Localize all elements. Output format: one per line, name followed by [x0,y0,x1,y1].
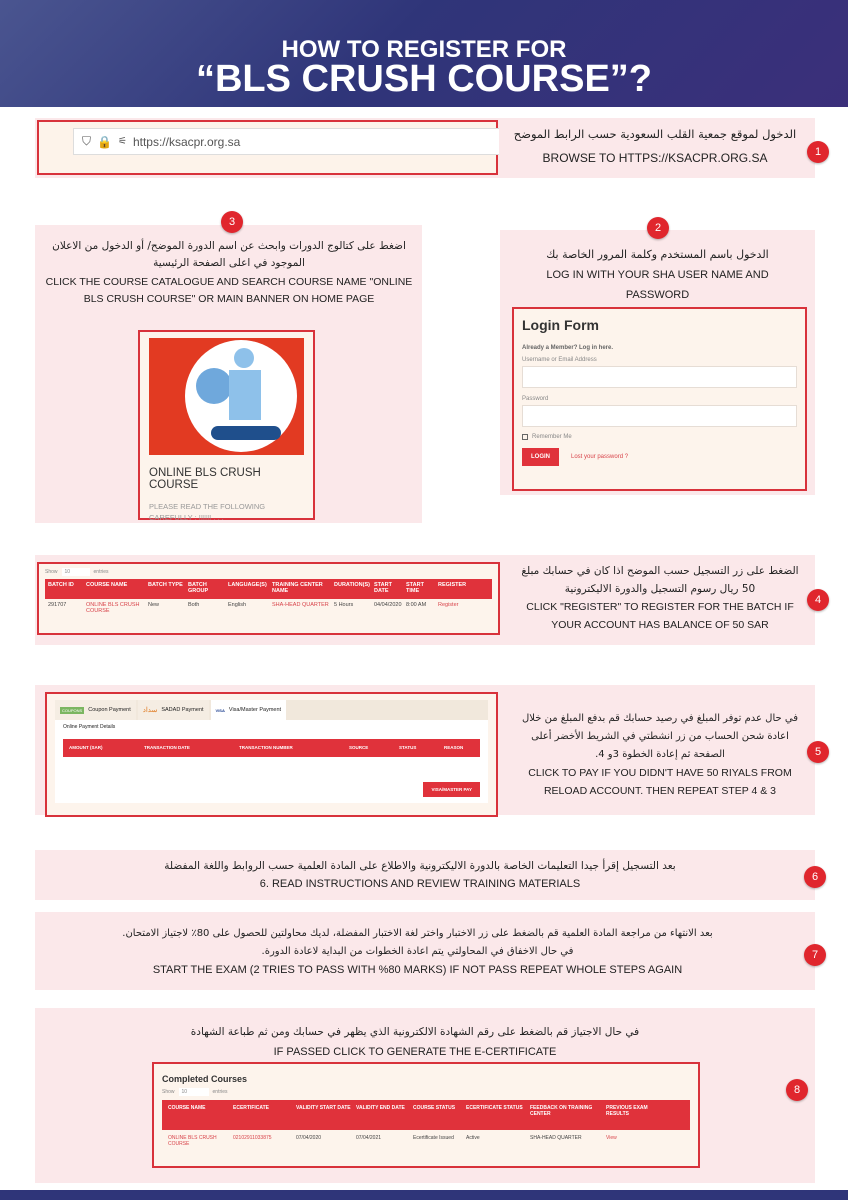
entries-select[interactable]: 10 [179,1088,209,1096]
lock-icon: 🔒 [97,134,112,149]
entries-select[interactable]: 10 [62,568,90,576]
step-6-arabic: بعد التسجيل إقرأ جيدا التعليمات الخاصة بالدورة الاليكترونية والاطلاع على المادة العلمية حسب الروابط واللغة المفضلة [164,860,676,872]
cell-3: 07/04/2021 [356,1135,382,1141]
tab-visa-master-payment[interactable] [211,700,287,720]
course-card-description: PLEASE READ THE FOLLOWING CAREFULLY : !!!!!! . . . [149,502,266,522]
course-card[interactable] [138,330,315,520]
step-4-arabic: الضغط على زر التسجيل حسب الموضح اذا كان في حسابك مبلغ 50 ريال رسوم التسجيل والدورة الاليكترونية [521,565,799,595]
step-2-arabic: الدخول باسم المستخدم وكلمة المرور الخاصة بك [546,248,769,261]
column-header-2: BATCH TYPE [148,582,183,588]
cell-1[interactable]: 02102911033875 [233,1135,272,1141]
column-header-5: TRAINING CENTER NAME [272,582,323,594]
cell-0: 291707 [48,602,67,608]
step-8-english: IF PASSED CLICK TO GENERATE THE E-CERTIFICATE [273,1046,557,1058]
login-button[interactable]: LOGIN [522,448,559,466]
column-header-0: COURSE NAME [168,1105,206,1111]
step-6-text [60,857,780,893]
cell-0[interactable]: ONLINE BLS CRUSH COURSE [168,1135,217,1147]
column-header-1: COURSE NAME [86,582,128,588]
column-header-4: LANGUAGE(S) [228,582,267,588]
shield-icon: ⛉ [82,134,92,148]
column-header-9: REGISTER [438,582,467,588]
column-header-2: VALIDITY START DATE [296,1105,351,1111]
step-3-english: CLICK THE COURSE CATALOGUE AND SEARCH COURSE NAME "ONLINE BLS CRUSH COURSE" OR MAIN BANNER ON HOME PAGE [45,276,413,305]
tab-label: Coupon Payment [88,707,131,713]
visa-mastercard-icon: VISA [215,707,225,713]
step-7-english: START THE EXAM (2 TRIES TO PASS WITH %80 MARKS) IF NOT PASS REPEAT WHOLE STEPS AGAIN [152,964,683,976]
column-header-6: DURATION(S) [334,582,370,588]
cell-2: 07/04/2020 [296,1135,322,1141]
remember-me-checkbox[interactable] [522,434,528,440]
password-label: Password [522,396,549,402]
cell-7: 04/04/2020 [374,602,402,608]
step-1-text [505,124,805,168]
cell-5: Active [466,1135,480,1141]
column-header-3: VALIDITY END DATE [356,1105,405,1111]
column-header-5: ECERTIFICATE STATUS [466,1105,523,1111]
cell-4: Ecertificate Issued [413,1135,454,1141]
step-1-badge: 1 [807,141,829,163]
title-line-1: HOW TO REGISTER FOR [281,36,567,63]
step-6-badge: 6 [804,866,826,888]
step-5-english: CLICK TO PAY IF YOU DIDN'T HAVE 50 RIYALS FROM RELOAD ACCOUNT. THEN REPEAT STEP 4 & 3 [528,767,792,797]
tab-label: Visa/Master Payment [228,707,282,713]
entries-label: entries [212,1089,228,1095]
cell-5[interactable]: SHA-HEAD QUARTER [272,602,329,608]
completed-courses-title: Completed Courses [162,1074,248,1084]
step-1-arabic: الدخول لموقع جمعية القلب السعودية حسب الرابط الموضح [513,127,797,141]
course-card-title[interactable]: ONLINE BLS CRUSH COURSE [149,467,261,491]
step-5-text [515,710,805,800]
column-header-3: BATCH GROUP [188,582,209,594]
entries-label: entries [93,569,109,575]
step-1-english: BROWSE TO HTTPS://KSACPR.ORG.SA [542,151,768,165]
column-header-2: TRANSACTION NUMBER [239,745,293,750]
browser-address-bar-screenshot [37,120,498,175]
step-5-arabic: في حال عدم توفر المبلغ في رصيد حسابك قم بدفع المبلغ من خلال اعادة شحن الحساب من زر انشطتي في الشريط الأخضر أعلى الصفحة ثم إعادة الخطوة 3و 4. [522,713,798,760]
column-header-7: PREVIOUS EXAM RESULTS [606,1105,648,1117]
footer-strip [0,1190,848,1200]
sadad-logo-icon: سداد [142,707,158,714]
column-header-0: AMOUNT (SAR) [69,745,103,750]
cell-2: New [148,602,160,608]
step-7-text [45,925,790,979]
title-line-2: “BLS CRUSH COURSE”? [195,58,653,100]
cell-4: English [228,602,247,608]
username-label: Username or Email Address [522,357,597,363]
step-5-badge: 5 [807,741,829,763]
column-header-3: SOURCE [349,745,369,750]
cell-9[interactable]: Register [438,602,459,608]
column-header-7: START DATE [374,582,392,594]
payment-screenshot [45,692,498,817]
step-2-badge: 2 [647,217,669,239]
header-banner [0,0,848,107]
column-header-5: REASON [444,745,464,750]
step-7-arabic-line-1: بعد الانتهاء من مراجعة المادة العلمية قم بالضغط على زر الاختبار واختر لغة الاختبار المفضلة، لديك محاولتين للحصول على 80٪ لاجتياز الامتحان. [122,928,713,939]
cell-7[interactable]: View [606,1135,617,1141]
online-payment-details-label: Online Payment Details [63,724,116,730]
lost-password-link[interactable]: Lost your password ? [571,454,629,460]
step-3-text [40,238,418,308]
table-row [45,599,492,617]
completed-courses-header [162,1100,690,1130]
cell-6: 5 Hours [334,602,354,608]
batch-table-header [45,579,492,599]
step-6-english: 6. READ INSTRUCTIONS AND REVIEW TRAINING MATERIALS [259,878,581,890]
payment-table-header [63,739,480,757]
step-4-badge: 4 [807,589,829,611]
column-header-6: FEEDBACK ON TRAINING CENTER [530,1105,593,1117]
show-label: Show [45,569,58,575]
login-form-subtitle: Already a Member? Log in here. [522,345,614,351]
tab-coupon-payment[interactable] [55,700,136,720]
column-header-4: STATUS [399,745,417,750]
tab-label: SADAD Payment [161,707,204,713]
column-header-4: COURSE STATUS [413,1105,456,1111]
step-8-arabic: في حال الاجتياز قم بالضغط على رقم الشهادة الالكترونية الذي يظهر في حسابك ومن ثم طباعة الشهادة [190,1026,640,1038]
step-8-text [100,1022,730,1062]
batch-table-screenshot [37,562,500,635]
step-2-text [530,245,785,305]
column-header-1: ECERTIFICATE [233,1105,270,1111]
cell-1[interactable]: ONLINE BLS CRUSH COURSE [86,602,140,614]
password-input[interactable] [522,405,797,427]
cpr-course-image [149,338,304,455]
step-4-text [515,562,805,634]
cell-6: SHA-HEAD QUARTER [530,1135,582,1141]
column-header-0: BATCH ID [48,582,74,588]
tab-sadad-payment[interactable] [138,700,209,720]
completed-courses-screenshot [152,1062,700,1168]
step-4-english: CLICK "REGISTER" TO REGISTER FOR THE BATCH IF YOUR ACCOUNT HAS BALANCE OF 50 SAR [526,601,794,631]
remember-me-label: Remember Me [532,434,572,440]
step-3-arabic: اضغط على كتالوج الدورات وابحث عن اسم الدورة الموضح/ أو الدخول من الاعلان الموجود في اعلى الصفحة الرئيسية [52,240,406,269]
visa-master-pay-button[interactable]: VISA/MASTER PAY [423,782,480,797]
cell-3: Both [188,602,200,608]
column-header-8: START TIME [406,582,424,594]
login-form [512,307,807,491]
step-3-badge: 3 [221,211,243,233]
username-input[interactable] [522,366,797,388]
cell-8: 8:00 AM [406,602,427,608]
coupon-logo-icon: COUPONS [62,707,83,713]
step-2-english: LOG IN WITH YOUR SHA USER NAME AND PASSWORD [546,269,769,301]
permissions-icon: ⚟ [117,136,127,147]
url-field[interactable]: https://ksacpr.org.sa [132,134,241,149]
show-label: Show [162,1089,175,1095]
table-row [162,1130,690,1152]
column-header-1: TRANSACTION DATE [144,745,190,750]
step-8-badge: 8 [786,1079,808,1101]
login-form-title: Login Form [522,317,599,333]
step-7-badge: 7 [804,944,826,966]
step-7-arabic-line-2: في حال الاخفاق في المحاولتي يتم اعادة الخطوات من البداية لاعادة الدورة. [261,946,574,957]
